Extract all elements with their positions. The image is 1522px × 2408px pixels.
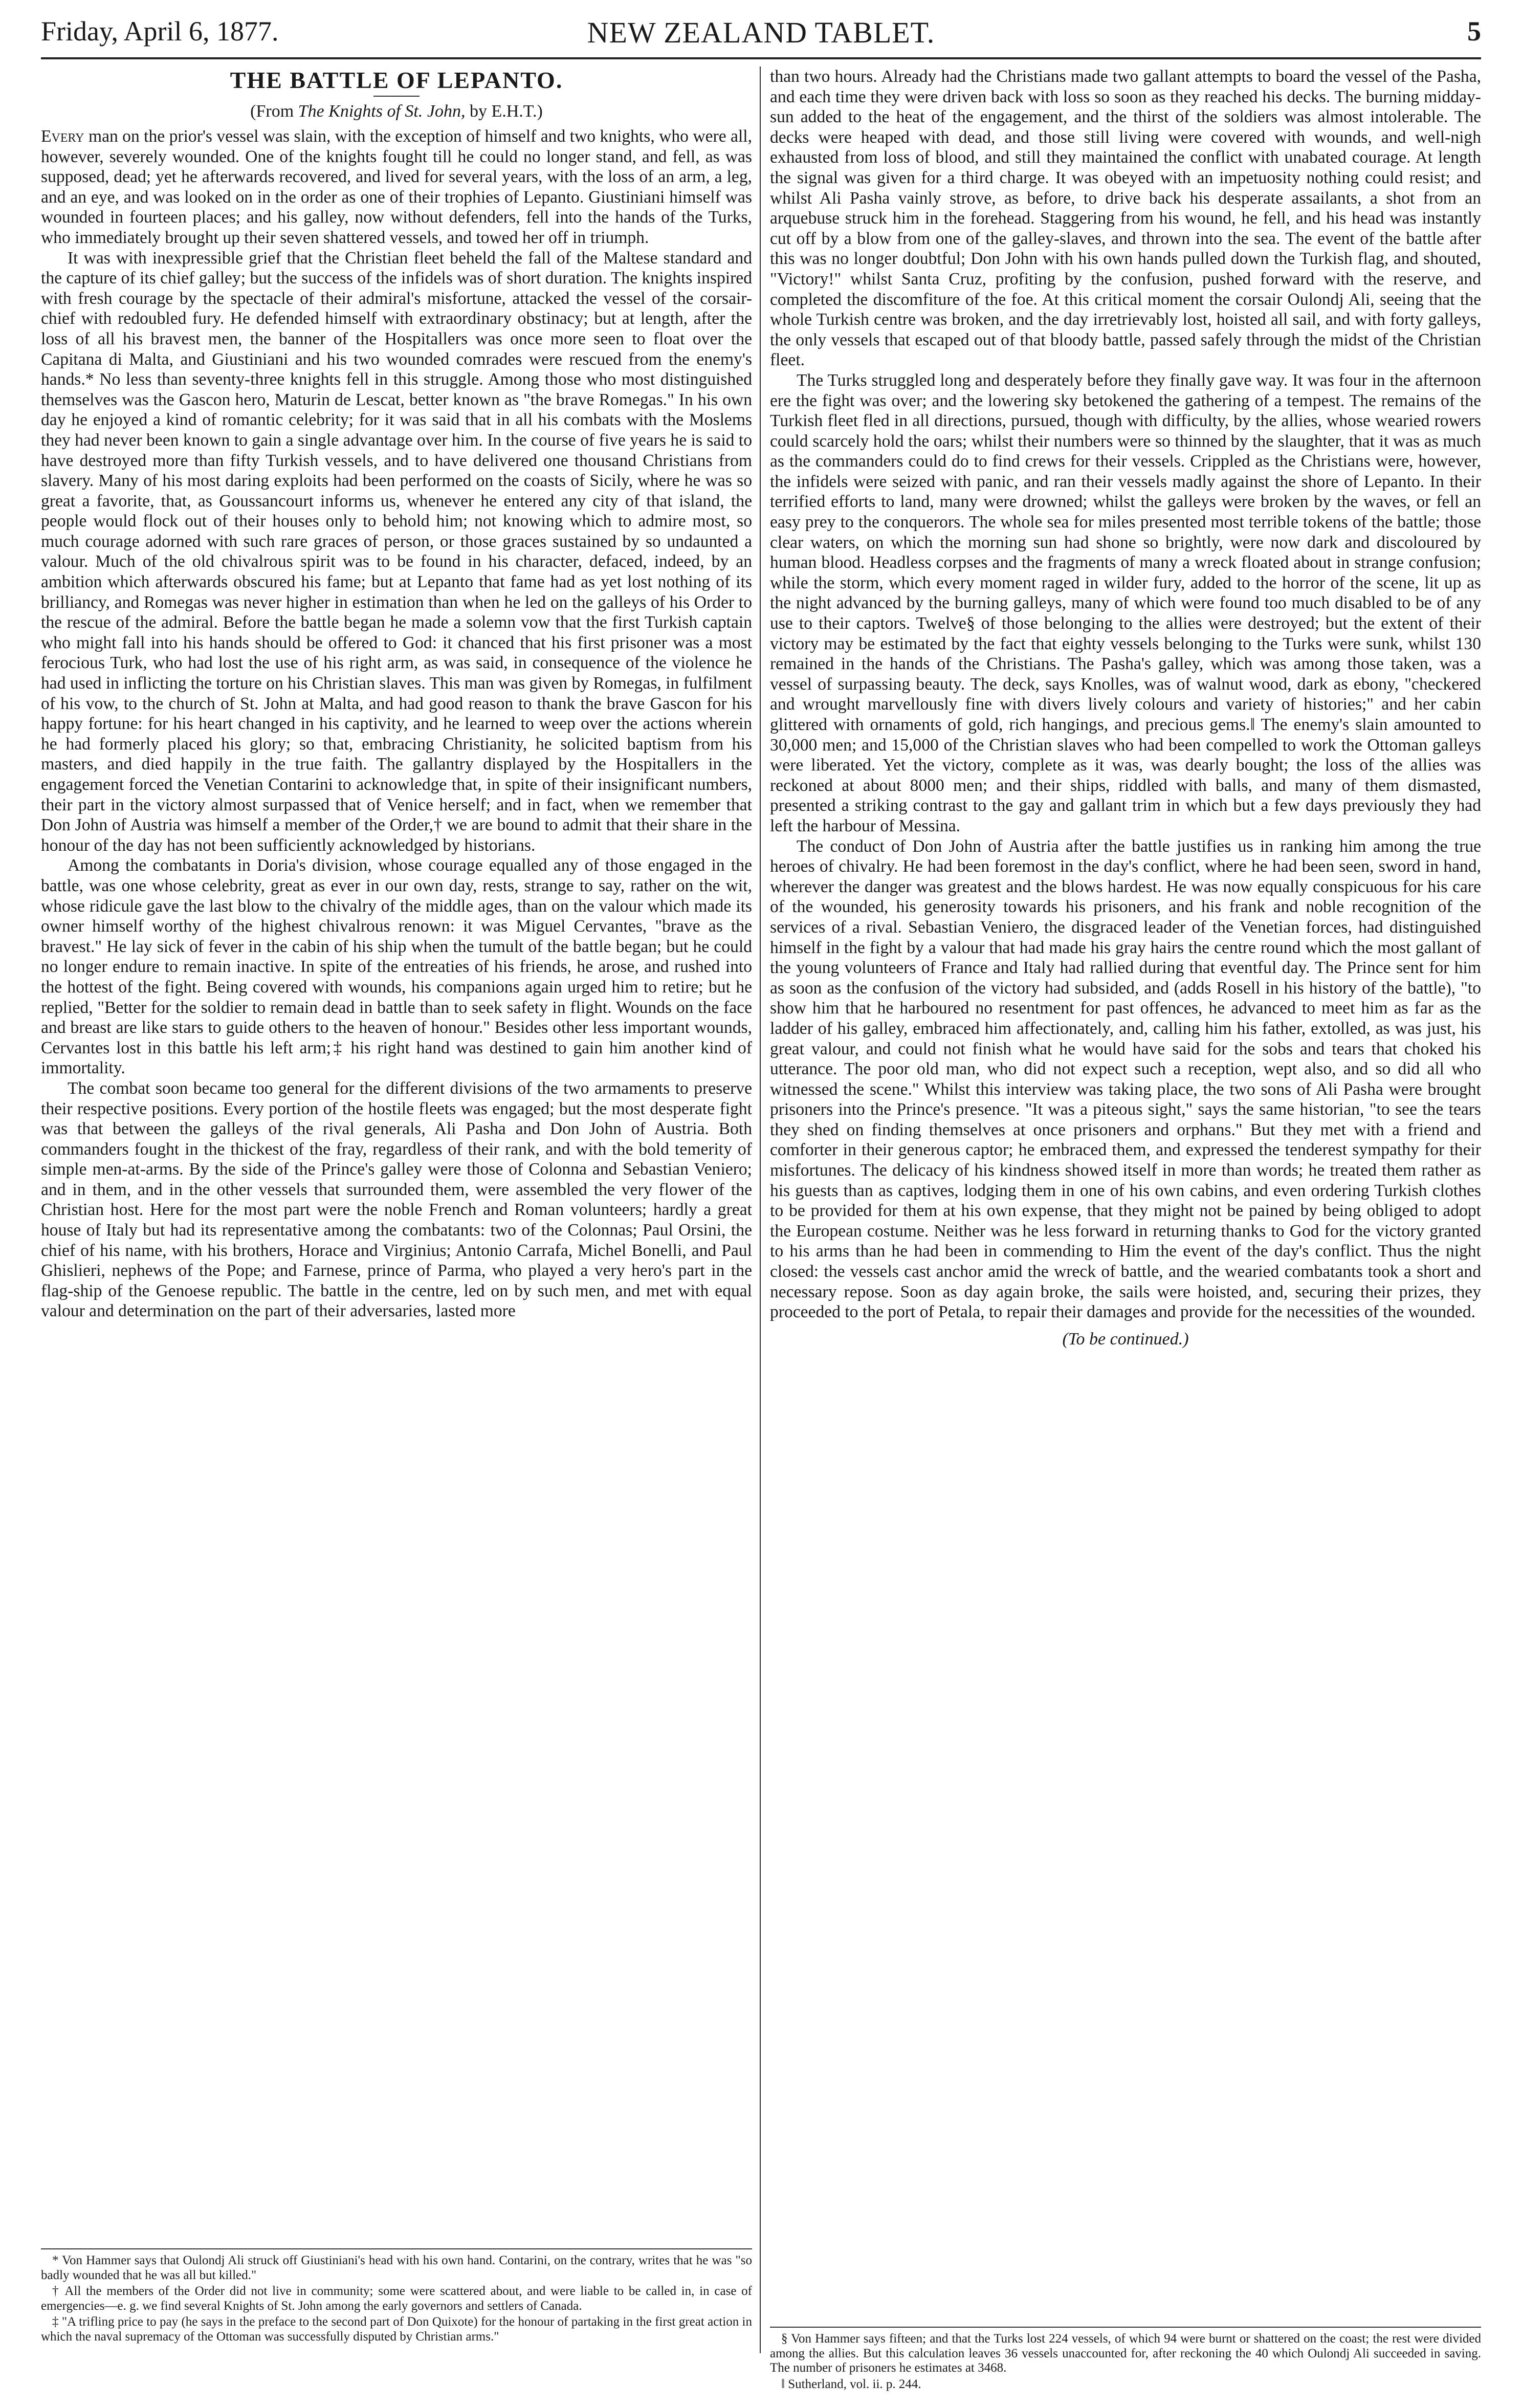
footnotes-left	[41, 2248, 752, 2346]
issue-date: Friday, April 6, 1877.	[41, 16, 279, 47]
masthead-rule	[41, 57, 1481, 59]
footnote: ‡ "A trifling price to pay (he says in the preface to the second part of Don Quixote) for the honour of partaking in the first great action in which the naval supremacy of the Ottoman was successfully disputed by Christian arms."	[41, 2315, 752, 2344]
page-number: 5	[1467, 16, 1481, 47]
article-byline	[41, 102, 752, 121]
footnote: * Von Hammer says that Oulondj Ali struck off Giustiniani's head with his own hand. Contarini, on the contrary, writes that he was "so badly wounded that he was all but killed."	[41, 2254, 752, 2282]
left-column	[41, 67, 752, 2399]
paragraph-7: The conduct of Don John of Austria after the battle justifies us in ranking him among the true heroes of chivalry. He had been foremost in the day's conflict, where he had been seen, sword in hand, wherever the danger was greatest and the blows hardest. He was now equally conspicuous for his care of the wounded, his generosity towards his prisoners, and his frank and noble recognition of the services of a rival. Sebastian Veniero, the disgraced leader of the Venetian forces, had distinguished himself in the fight by a valour that had made his gray hairs the centre round which the most gallant of the young volunteers of France and Italy had rallied during that eventful day. The Prince sent for him as soon as the confusion of the victory had subsided, and (adds Rosell in his history of the battle), "to show him that he harboured no resentment for past offences, he advanced to meet him as far as the ladder of his galley, embraced him affectionately, and, calling him his father, extolled, as was just, his great valour, and could not finish what he would have said for the sobs and tears that choked his utterance. The poor old man, who did not expect such a reception, wept also, and so did all who witnessed the scene." Whilst this interview was taking place, the two sons of Ali Pasha were brought prisoners into the Prince's presence. "It was a piteous sight," says the same historian, "to see the tears they shed on finding themselves at once prisoners and orphans." But they met with a friend and comforter in their generous captor; he embraced them, and expressed the tenderest sympathy for their misfortunes. The delicacy of his kindness showed itself in more than words; he treated them rather as his guests than as captives, lodging them in one of his own cabins, and even ordering Turkish clothes to be provided for them at his own expense, that they might not be pained by being obliged to adopt the European costume. Neither was he less forward in returning thanks to God for the victory granted to his arms than he had been in commending to Him the event of the day's conflict. Thus the night closed: the vessels cast anchor amid the wreck of battle, and the wearied combatants took a short and necessary repose. Soon as day again broke, the sails were hoisted, and, securing their prizes, they proceeded to the port of Petala, to repair their damages and provide for the necessities of the wounded.	[770, 836, 1481, 1322]
paragraph-1-text: man on the prior's vessel was slain, with the exception of himself and two knights, who were all, however, severely wounded. One of the knights fought till he could no longer stand, and fell, as was supposed, dead; yet he afterwards recovered, and lived for several years, with the loss of an arm, a leg, and an eye, and was looked on in the order as one of their trophies of Lepanto. Giustiniani himself was wounded in fourteen places; and his galley, now without defenders, fell into the hands of the Turks, who immediately brought up their seven shattered vessels, and towed her off in triumph.	[41, 127, 752, 247]
to-be-continued: (To be continued.)	[1062, 1329, 1189, 1349]
paragraph-4: The combat soon became too general for the different divisions of the two armaments to preserve their respective positions. Every portion of the hostile fleets was engaged; but the most desperate fight was that between the galleys of the rival generals, Ali Pasha and Don John of Austria. Both commanders fought in the thickest of the fray, regardless of their rank, and with the bold temerity of simple men-at-arms. By the side of the Prince's galley were those of Colonna and Sebastian Veniero; and in them, and in the other vessels that surrounded them, were assembled the very flower of the Christian host. Here for the most part were the noble French and Roman volunteers; hardly a great house of Italy but had its representative among the combatants: two of the Colonnas; Paul Orsini, the chief of his name, with his brothers, Horace and Virginius; Antonio Carrafa, Michel Bonelli, and Paul Ghislieri, nephews of the Pope; and Farnese, prince of Parma, who played a very hero's part in the flag-ship of the Genoese republic. The battle in the centre, led on by such men, and met with equal valour and determination on the part of their adversaries, lasted more	[41, 1078, 752, 1321]
footnote: † All the members of the Order did not live in community; some were scattered about, and were liable to be called in, in case of emergencies—e. g. we find several Knights of St. John among the early governors and settlers of Canada.	[41, 2284, 752, 2313]
byline-source: The Knights of St. John,	[298, 102, 466, 121]
byline-suffix: by E.H.T.)	[465, 102, 543, 121]
paragraph-2: It was with inexpressible grief that the Christian fleet beheld the fall of the Maltese standard and the capture of its chief galley; but the success of the infidels was of short duration. The knights inspired with fresh courage by the spectacle of their admiral's misfortune, attacked the vessel of the corsair-chief with redoubled fury. He defended himself with extraordinary obstinacy; but at length, after the loss of all his bravest men, the banner of the Hospitallers was once more seen to float over the Capitana di Malta, and Giustiniani and his two wounded comrades were rescued from the enemy's hands.* No less than seventy-three knights fell in this struggle. Among those who most distinguished themselves was the Gascon hero, Maturin de Lescat, better known as "the brave Romegas." In his own day he enjoyed a kind of romantic celebrity; for it was said that in all his combats with the Moslems they had never been known to gain a single advantage over him. In the course of five years he is said to have destroyed more than fifty Turkish vessels, and to have delivered one thousand Christians from slavery. Many of his most daring exploits had been performed on the coasts of Sicily, where he was so great a favorite, that, as Goussancourt informs us, whenever he entered any city of that island, the people would flock out of their houses only to behold him; not knowing which to admire most, so much courage adorned with such rare graces of person, or those graces sustained by so undaunted a valour. Much of the old chivalrous spirit was to be found in his character, defaced, indeed, by an ambition which afterwards obscured his fame; but at Lepanto that fame had as yet lost nothing of its brilliancy, and Romegas was never higher in estimation than when he led on the galleys of his Order to the rescue of the admiral. Before the battle began he made a solemn vow that the first Turkish captain who might fall into his hands should be offered to God: it chanced that his first prisoner was a most ferocious Turk, who had lost the use of his right arm, as was said, in consequence of the violence he had used in inflicting the torture on his Christian slaves. This man was given by Romegas, in fulfilment of his vow, to the church of St. John at Malta, and had good reason to thank the brave Gascon for his happy fortune: for his heart changed in his captivity, and he learned to weep over the actions wherein he had formerly placed his glory; so that, embracing Christianity, he solicited baptism from his masters, and died happily in the true faith. The gallantry displayed by the Hospitallers in the engagement forced the Venetian Contarini to acknowledge that, in spite of their insignificant numbers, their part in the victory almost surpassed that of Venice herself; and in fact, when we remember that Don John of Austria was himself a member of the Order,† we are bound to admit that their share in the honour of the day has not been sufficiently acknowledged by historians.	[41, 248, 752, 855]
newspaper-title: NEW ZEALAND TABLET.	[587, 16, 935, 49]
title-ornament	[373, 96, 420, 97]
paragraph-5: than two hours. Already had the Christians made two gallant attempts to board the vessel of the Pasha, and each time they were driven back with loss so soon as they reached his decks. The burning midday-sun added to the heat of the engagement, and the thirst of the soldiers was almost intolerable. The decks were heaped with dead, and those still living were covered with wounds, and well-nigh exhausted from loss of blood, and still they maintained the conflict with unabated courage. At length the signal was given for a third charge. It was obeyed with an impetuosity nothing could resist; and whilst Ali Pasha vainly strove, as before, to drive back his desperate assailants, a shot from an arquebuse struck him in the forehead. Staggering from his wound, he fell, and his head was instantly cut off by a blow from one of the galley-slaves, and thrown into the sea. The event of the battle after this was no longer doubtful; Don John with his own hands pulled down the Turkish flag, and shouted, "Victory!" whilst Santa Cruz, profiting by the confusion, pushed forward with the reserve, and completed the discomfiture of the foe. At this critical moment the corsair Oulondj Ali, seeing that the whole Turkish centre was broken, and the day irretrievably lost, hoisted all sail, and with forty galleys, the only vessels that escaped out of that bloody battle, passed safely through the midst of the Christian fleet.	[770, 67, 1481, 370]
footnotes-right	[770, 2327, 1481, 2393]
masthead	[41, 15, 1481, 56]
column-divider	[760, 67, 761, 2353]
paragraph-3: Among the combatants in Doria's division, whose courage equalled any of those engaged in the battle, was one whose celebrity, great as ever in our own day, rests, strange to say, rather on the wit, whose ridicule gave the last blow to the chivalry of the middle ages, than on the valour which made its owner himself worthy of the highest chivalrous renown: it was Miguel Cervantes, "brave as the bravest." He lay sick of fever in the cabin of his ship when the tumult of the battle began; but he could no longer endure to remain inactive. In spite of the entreaties of his friends, he arose, and rushed into the hottest of the fight. Being covered with wounds, his companions again urged him to retire; but he replied, "Better for the soldier to remain dead in battle than to seek safety in flight. Wounds on the face and breast are like stars to guide others to the heaven of honour." Besides other less important wounds, Cervantes lost in this battle his left arm;‡ his right hand was destined to gain him another kind of immortality.	[41, 856, 752, 1078]
drop-word: Every	[41, 127, 84, 146]
footnote: § Von Hammer says fifteen; and that the Turks lost 224 vessels, of which 94 were burnt or shattered on the coast; the rest were divided among the allies. But this calculation leaves 36 vessels unaccounted for, after reckoning the 40 which Oulondj Ali succeeded in saving. The number of prisoners he estimates at 3468.	[770, 2332, 1481, 2375]
right-column	[770, 67, 1481, 2399]
paragraph-6: The Turks struggled long and desperately before they finally gave way. It was four in the afternoon ere the fight was over; and the lowering sky betokened the gathering of a tempest. The remains of the Turkish fleet fled in all directions, pursued, though with difficulty, by the allies, whose wearied rowers could scarcely hold the oars; whilst their numbers were so thinned by the slaughter, that it was as much as the commanders could do to find crews for their vessels. Crippled as the Christians were, however, the infidels were seized with panic, and ran their vessels madly against the shore of Lepanto. In their terrified efforts to land, many were drowned; whilst the galleys were broken by the waves, or fell an easy prey to the conquerors. The whole sea for miles presented most terrible tokens of the battle; those clear waters, on which the morning sun had shone so brightly, were now dark and discoloured by human blood. Headless corpses and the fragments of many a wreck floated about in strange confusion; while the storm, which every moment raged in wilder fury, added to the horror of the scene, lit up as the night advanced by the burning galleys, many of which were found too much disabled to be of any use to their captors. Twelve§ of those belonging to the allies were destroyed; but the extent of their victory may be estimated by the fact that eighty vessels belonging to the Turks were sunk, whilst 130 remained in the hands of the Christians. The Pasha's galley, which was among those taken, was a vessel of surpassing beauty. The deck, says Knolles, was of walnut wood, dark as ebony, "checkered and wrought marvellously fine with divers lively colours and variety of histories;" and her cabin glittered with ornaments of gold, rich hangings, and precious gems.‖ The enemy's slain amounted to 30,000 men; and 15,000 of the Christian slaves who had been compelled to work the Ottoman galleys were liberated. Yet the victory, complete as it was, was dearly bought; the loss of the allies was reckoned at about 8000 men; and their ships, riddled with balls, and many of them dismasted, presented a striking contrast to the gay and gallant trim in which but a few days previously they had left the harbour of Messina.	[770, 370, 1481, 835]
paragraph-1	[41, 126, 752, 248]
article-title: THE BATTLE OF LEPANTO.	[230, 67, 563, 93]
footnote: ‖ Sutherland, vol. ii. p. 244.	[781, 2377, 921, 2391]
byline-prefix: (From	[250, 102, 298, 121]
